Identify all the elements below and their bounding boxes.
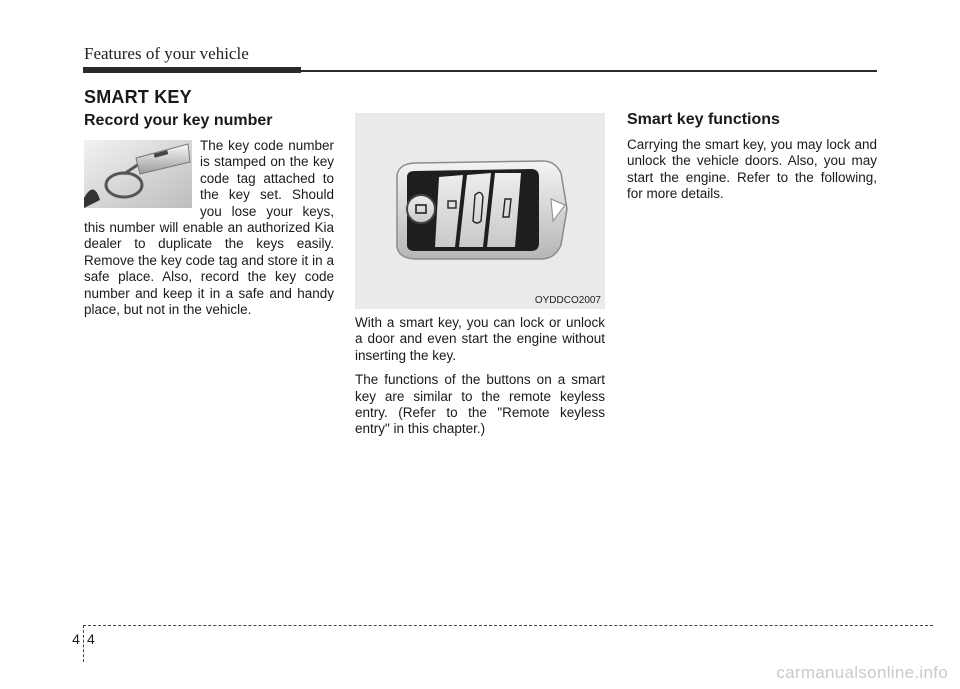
header-rule-thin [301, 70, 877, 72]
footer-rule [83, 625, 933, 626]
smart-key-fob-image [355, 113, 605, 309]
record-key-heading: Record your key number [84, 112, 273, 129]
running-header: Features of your vehicle [84, 44, 249, 63]
smart-key-figure [355, 113, 605, 309]
watermark: carmanualsonline.info [776, 663, 948, 682]
section-title: SMART KEY [84, 87, 192, 107]
figure-caption: OYDDCO2007 [534, 295, 601, 306]
smart-key-intro-para-1: With a smart key, you can lock or unlock a door and even start the engine without inserting the key. [355, 315, 605, 363]
smart-key-intro-column [355, 315, 605, 446]
page-number: 4 [87, 631, 95, 647]
page-number-divider [83, 625, 84, 662]
chapter-number: 4 [72, 631, 80, 647]
key-tag-image [84, 140, 192, 208]
record-key-column [84, 138, 334, 318]
record-key-text: The key code number is stamped on the key code tag attached to the key set. Should you lose your keys, this number will enable an authorized Kia dealer to duplicate the keys easily. Remove the key code tag and store it in a safe place. Also, record the key code number and keep it in a safe and handy place, but not in the vehicle. [84, 138, 334, 318]
smart-key-functions-text: Carrying the smart key, you may lock and unlock the vehicle doors. Also, you may start the engine. Refer to the following, for more details. [627, 137, 877, 202]
smart-key-functions-column [627, 137, 877, 203]
smart-key-intro-para-2: The functions of the buttons on a smart key are similar to the remote keyless entry. (Refer to the "Remote keyless entry" in this chapter.) [355, 372, 605, 437]
header-rule-thick [83, 67, 301, 73]
smart-key-functions-heading: Smart key functions [627, 111, 780, 128]
